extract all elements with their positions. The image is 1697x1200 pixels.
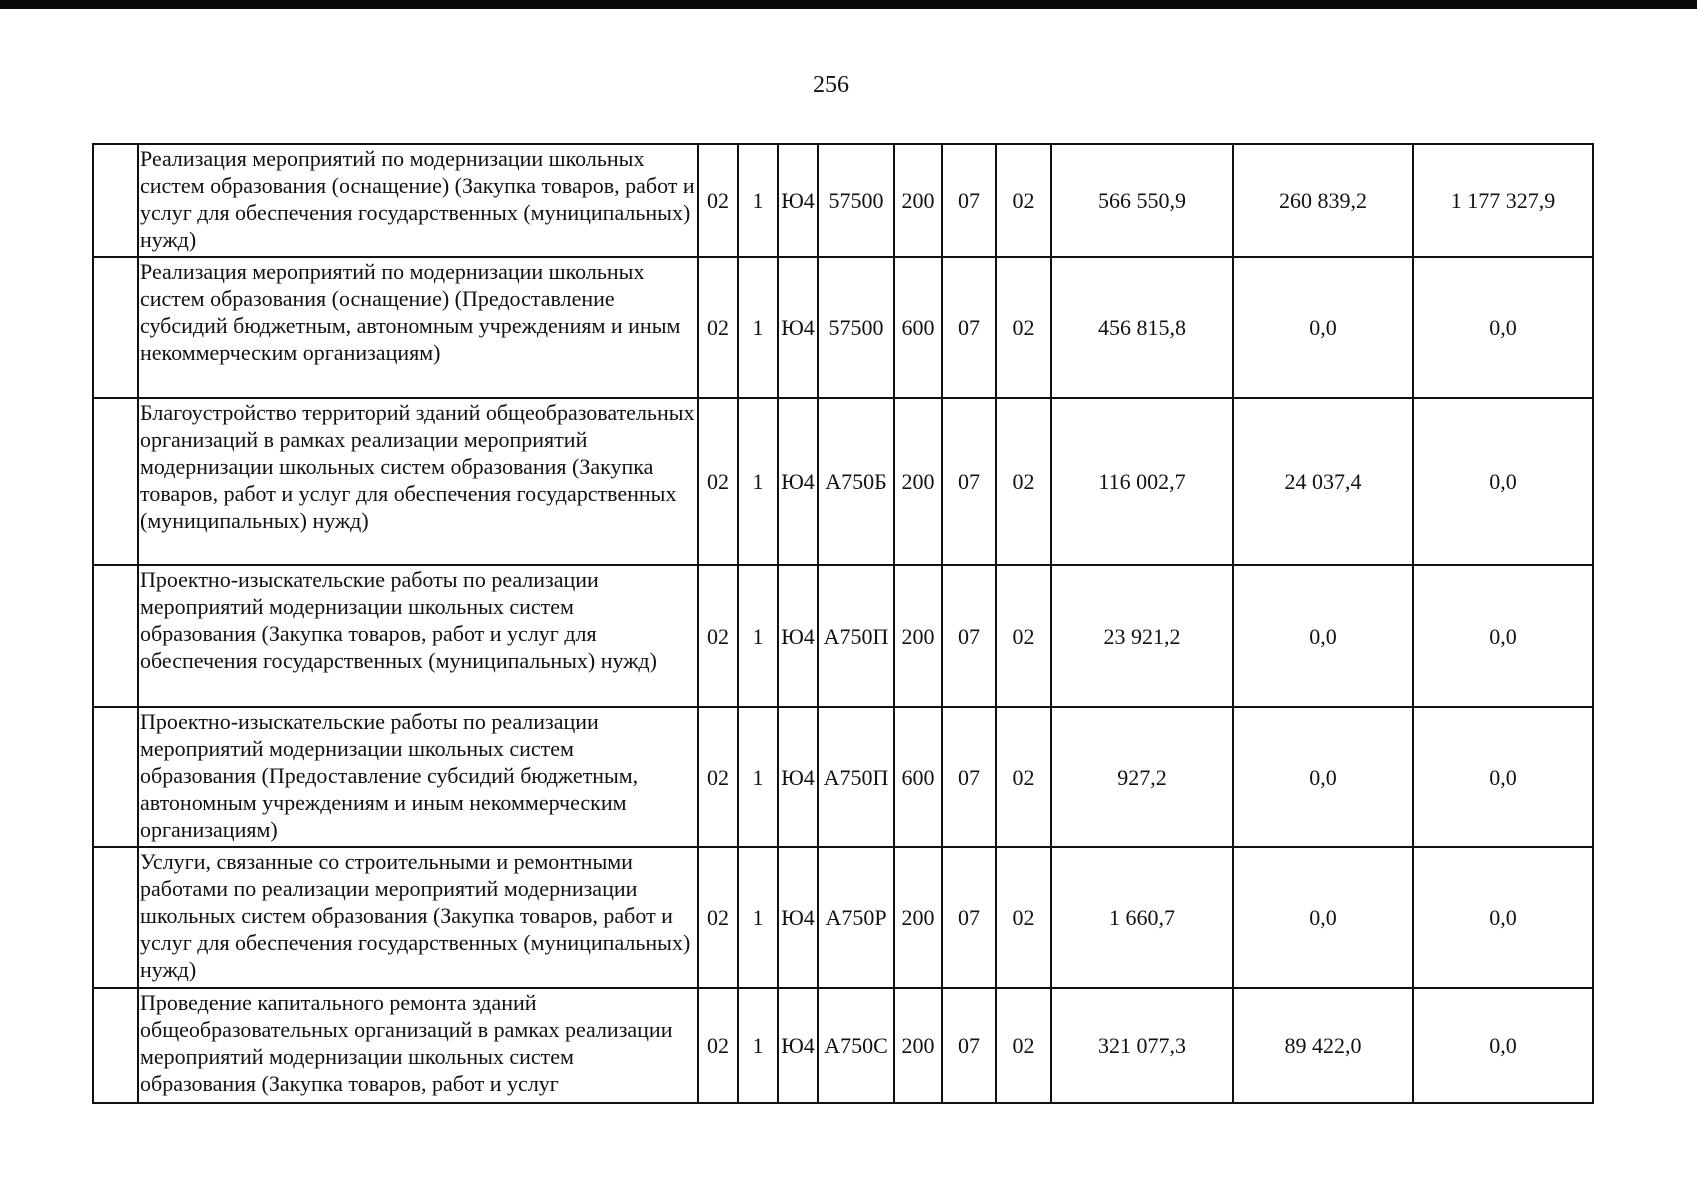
subprogram-code: 1 <box>738 565 778 707</box>
subsection-code: 02 <box>996 847 1051 988</box>
program-code: 02 <box>698 257 738 398</box>
section-code: 07 <box>942 144 996 257</box>
amount-year-3: 1 177 327,9 <box>1413 144 1593 257</box>
row-number-cell <box>93 144 138 257</box>
amount-year-3: 0,0 <box>1413 988 1593 1103</box>
project-code: Ю4 <box>778 257 818 398</box>
row-description: Проведение капитального ремонта зданий общеобразовательных организаций в рамках реализации мероприятий модернизации школьных систем образования (Закупка товаров, работ и услуг <box>138 988 698 1103</box>
row-number-cell <box>93 847 138 988</box>
section-code: 07 <box>942 565 996 707</box>
expense-type-code: 200 <box>894 847 942 988</box>
row-number-cell <box>93 398 138 565</box>
row-number-cell <box>93 257 138 398</box>
direction-code: А750Б <box>818 398 894 565</box>
scan-top-edge <box>0 0 1697 9</box>
direction-code: 57500 <box>818 257 894 398</box>
expense-type-code: 200 <box>894 398 942 565</box>
subsection-code: 02 <box>996 257 1051 398</box>
subprogram-code: 1 <box>738 847 778 988</box>
table-row <box>93 398 1593 565</box>
expense-type-code: 600 <box>894 707 942 847</box>
subsection-code: 02 <box>996 707 1051 847</box>
section-code: 07 <box>942 398 996 565</box>
amount-year-1: 566 550,9 <box>1051 144 1233 257</box>
amount-year-2: 0,0 <box>1233 707 1413 847</box>
subsection-code: 02 <box>996 398 1051 565</box>
amount-year-2: 0,0 <box>1233 847 1413 988</box>
table-row <box>93 988 1593 1103</box>
expense-type-code: 200 <box>894 565 942 707</box>
direction-code: А750С <box>818 988 894 1103</box>
project-code: Ю4 <box>778 707 818 847</box>
amount-year-1: 1 660,7 <box>1051 847 1233 988</box>
amount-year-2: 0,0 <box>1233 257 1413 398</box>
section-code: 07 <box>942 988 996 1103</box>
subprogram-code: 1 <box>738 398 778 565</box>
amount-year-1: 321 077,3 <box>1051 988 1233 1103</box>
amount-year-3: 0,0 <box>1413 398 1593 565</box>
row-description: Проектно-изыскательские работы по реализации мероприятий модернизации школьных систем образования (Предоставление субсидий бюджетным, автономным учреждениям и иным некоммерческим организациям) <box>138 707 698 847</box>
table-row <box>93 565 1593 707</box>
table-row <box>93 257 1593 398</box>
direction-code: А750П <box>818 707 894 847</box>
row-number-cell <box>93 988 138 1103</box>
page-number: 256 <box>813 72 849 98</box>
amount-year-3: 0,0 <box>1413 565 1593 707</box>
direction-code: А750П <box>818 565 894 707</box>
program-code: 02 <box>698 144 738 257</box>
subprogram-code: 1 <box>738 144 778 257</box>
section-code: 07 <box>942 257 996 398</box>
subprogram-code: 1 <box>738 707 778 847</box>
amount-year-1: 456 815,8 <box>1051 257 1233 398</box>
subsection-code: 02 <box>996 988 1051 1103</box>
program-code: 02 <box>698 988 738 1103</box>
project-code: Ю4 <box>778 398 818 565</box>
expense-type-code: 200 <box>894 988 942 1103</box>
program-code: 02 <box>698 565 738 707</box>
row-description: Реализация мероприятий по модернизации школьных систем образования (оснащение) (Закупка товаров, работ и услуг для обеспечения государственных (муниципальных) нужд) <box>138 144 698 257</box>
budget-table <box>92 143 1594 1104</box>
subsection-code: 02 <box>996 565 1051 707</box>
section-code: 07 <box>942 847 996 988</box>
amount-year-3: 0,0 <box>1413 257 1593 398</box>
project-code: Ю4 <box>778 847 818 988</box>
table-row <box>93 847 1593 988</box>
row-description: Благоустройство территорий зданий общеобразовательных организаций в рамках реализации мероприятий модернизации школьных систем образования (Закупка товаров, работ и услуг для обеспечения государственных (муниципальных) нужд) <box>138 398 698 565</box>
amount-year-1: 116 002,7 <box>1051 398 1233 565</box>
subsection-code: 02 <box>996 144 1051 257</box>
row-number-cell <box>93 565 138 707</box>
program-code: 02 <box>698 847 738 988</box>
project-code: Ю4 <box>778 144 818 257</box>
row-description: Проектно-изыскательские работы по реализации мероприятий модернизации школьных систем образования (Закупка товаров, работ и услуг для обеспечения государственных (муниципальных) нужд) <box>138 565 698 707</box>
row-number-cell <box>93 707 138 847</box>
amount-year-1: 23 921,2 <box>1051 565 1233 707</box>
program-code: 02 <box>698 398 738 565</box>
program-code: 02 <box>698 707 738 847</box>
section-code: 07 <box>942 707 996 847</box>
expense-type-code: 200 <box>894 144 942 257</box>
amount-year-3: 0,0 <box>1413 707 1593 847</box>
subprogram-code: 1 <box>738 257 778 398</box>
amount-year-2: 0,0 <box>1233 565 1413 707</box>
table-row <box>93 707 1593 847</box>
amount-year-2: 89 422,0 <box>1233 988 1413 1103</box>
amount-year-2: 260 839,2 <box>1233 144 1413 257</box>
direction-code: 57500 <box>818 144 894 257</box>
row-description: Услуги, связанные со строительными и ремонтными работами по реализации мероприятий модернизации школьных систем образования (Закупка товаров, работ и услуг для обеспечения государственных (муниципальных) нужд) <box>138 847 698 988</box>
table-row <box>93 144 1593 257</box>
amount-year-3: 0,0 <box>1413 847 1593 988</box>
row-description: Реализация мероприятий по модернизации школьных систем образования (оснащение) (Предоставление субсидий бюджетным, автономным учреждениям и иным некоммерческим организациям) <box>138 257 698 398</box>
project-code: Ю4 <box>778 565 818 707</box>
amount-year-1: 927,2 <box>1051 707 1233 847</box>
amount-year-2: 24 037,4 <box>1233 398 1413 565</box>
subprogram-code: 1 <box>738 988 778 1103</box>
project-code: Ю4 <box>778 988 818 1103</box>
expense-type-code: 600 <box>894 257 942 398</box>
direction-code: А750Р <box>818 847 894 988</box>
